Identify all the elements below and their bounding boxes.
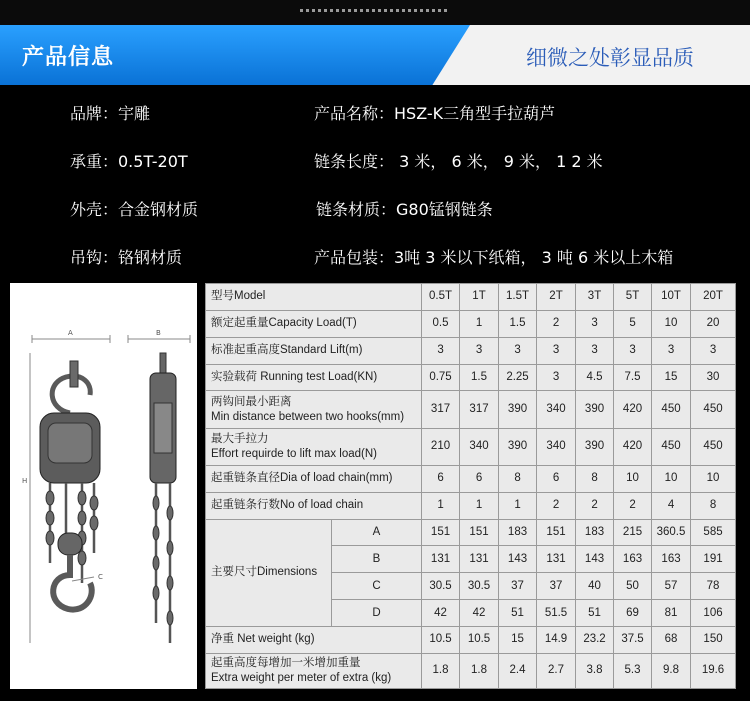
row-label-line-2: Extra weight per meter of extra (kg) (211, 671, 392, 684)
table-cell: 210 (422, 428, 460, 465)
table-cell: 10.5 (460, 626, 499, 653)
table-cell: 183 (499, 519, 537, 546)
table-cell: 143 (576, 546, 614, 573)
table-cell: 37 (499, 573, 537, 600)
table-cell: 7.5 (614, 364, 652, 391)
table-cell: 151 (537, 519, 576, 546)
section-title: 产品信息 (22, 45, 115, 70)
info-chain-material: 链条材质：G80锰钢链条 (316, 200, 493, 219)
table-cell: 42 (422, 600, 460, 627)
dimension-sub-label: C (332, 573, 422, 600)
row-label (206, 284, 422, 311)
table-cell: 390 (576, 428, 614, 465)
info-hook: 吊钩：铬钢材质 (70, 248, 183, 267)
table-row (206, 284, 736, 311)
table-cell: 450 (652, 428, 691, 465)
table-cell: 151 (422, 519, 460, 546)
row-label-line-2: Effort requirde to lift max load(N) (211, 447, 377, 460)
table-cell: 2 (576, 492, 614, 519)
row-label (206, 337, 422, 364)
table-cell: 151 (460, 519, 499, 546)
table-row (206, 364, 736, 391)
row-label-line: 起重链条直径Dia of load chain(mm) (211, 472, 393, 485)
table-cell: 57 (652, 573, 691, 600)
table-cell: 3 (652, 337, 691, 364)
table-cell: 78 (691, 573, 736, 600)
row-label (206, 364, 422, 391)
table-cell: 1T (460, 284, 499, 311)
row-label-line: 额定起重量Capacity Load(T) (211, 317, 357, 330)
table-row (206, 428, 736, 465)
table-cell: 3 (576, 337, 614, 364)
table-cell: 3 (691, 337, 736, 364)
dim-label-a: A (68, 329, 73, 337)
table-cell: 390 (576, 391, 614, 428)
header-slogan: 细微之处彰显品质 (526, 46, 694, 70)
info-packing: 产品包装：3吨 3 米以下纸箱， 3 吨 6 米以上木箱 (314, 248, 674, 267)
table-cell: 51 (576, 600, 614, 627)
table-cell: 0.5T (422, 284, 460, 311)
row-label (206, 465, 422, 492)
table-cell: 2.25 (499, 364, 537, 391)
row-label (206, 428, 422, 465)
table-cell: 1.8 (422, 653, 460, 688)
dim-label-b: B (156, 329, 161, 337)
table-cell: 81 (652, 600, 691, 627)
info-capacity: 承重：0.5T-20T (70, 152, 188, 171)
row-label-line: 起重高度每增加一米增加重量 (211, 656, 361, 669)
table-cell: 585 (691, 519, 736, 546)
table-cell: 3 (460, 337, 499, 364)
row-label-line: 两钩间最小距离 (211, 395, 292, 408)
table-cell: 3.8 (576, 653, 614, 688)
table-row (206, 310, 736, 337)
table-cell: 14.9 (537, 626, 576, 653)
table-cell: 340 (460, 428, 499, 465)
table-cell: 4.5 (576, 364, 614, 391)
table-cell: 3 (614, 337, 652, 364)
table-cell: 183 (576, 519, 614, 546)
table-cell: 1.5 (460, 364, 499, 391)
table-cell: 8 (499, 465, 537, 492)
spec-table-wrapper (205, 283, 735, 689)
table-cell: 5T (614, 284, 652, 311)
table-cell: 1.5 (499, 310, 537, 337)
table-cell: 131 (537, 546, 576, 573)
table-cell: 6 (460, 465, 499, 492)
table-cell: 420 (614, 391, 652, 428)
table-cell: 2 (537, 492, 576, 519)
dimension-sub-label: B (332, 546, 422, 573)
table-cell: 0.5 (422, 310, 460, 337)
table-cell: 15 (499, 626, 537, 653)
table-cell: 15 (652, 364, 691, 391)
table-cell: 4 (652, 492, 691, 519)
table-cell: 163 (652, 546, 691, 573)
table-cell: 360.5 (652, 519, 691, 546)
table-cell: 3 (537, 337, 576, 364)
row-label (206, 310, 422, 337)
info-brand: 品牌：宇雕 (70, 104, 151, 123)
table-cell: 8 (691, 492, 736, 519)
table-cell: 20T (691, 284, 736, 311)
info-chain-length: 链条长度： 3 米， 6 米， 9 米， 1 2 米 (314, 152, 603, 171)
table-row (206, 492, 736, 519)
table-row (206, 519, 736, 546)
info-shell: 外壳：合金钢材质 (70, 200, 199, 219)
table-cell: 6 (422, 465, 460, 492)
table-row (206, 626, 736, 653)
table-cell: 37 (537, 573, 576, 600)
table-cell: 1 (499, 492, 537, 519)
table-cell: 51.5 (537, 600, 576, 627)
dim-label-c: C (98, 573, 103, 581)
table-cell: 3 (422, 337, 460, 364)
table-cell: 390 (499, 391, 537, 428)
table-row (206, 653, 736, 688)
table-cell: 3 (576, 310, 614, 337)
table-cell: 317 (422, 391, 460, 428)
row-label-line: 型号Model (211, 290, 266, 303)
table-cell: 23.2 (576, 626, 614, 653)
table-cell: 2 (614, 492, 652, 519)
decorative-dots (300, 9, 450, 12)
table-cell: 317 (460, 391, 499, 428)
row-label-line: 起重链条行数No of load chain (211, 499, 364, 512)
hoist-technical-drawing (10, 283, 197, 689)
table-cell: 2T (537, 284, 576, 311)
row-label (206, 391, 422, 428)
table-cell: 163 (614, 546, 652, 573)
table-cell: 0.75 (422, 364, 460, 391)
table-cell: 150 (691, 626, 736, 653)
table-cell: 6 (537, 465, 576, 492)
table-cell: 30.5 (460, 573, 499, 600)
table-cell: 143 (499, 546, 537, 573)
row-label (206, 492, 422, 519)
table-cell: 68 (652, 626, 691, 653)
table-cell: 1 (460, 310, 499, 337)
info-product-name: 产品名称：HSZ-K三角型手拉葫芦 (314, 104, 556, 123)
top-strip (0, 0, 750, 25)
dim-label-h: H (22, 477, 28, 485)
table-cell: 3 (537, 364, 576, 391)
table-cell: 9.8 (652, 653, 691, 688)
row-label-line: 标准起重高度Standard Lift(m) (211, 344, 363, 357)
table-cell: 37.5 (614, 626, 652, 653)
table-cell: 20 (691, 310, 736, 337)
row-label (206, 626, 422, 653)
table-cell: 10T (652, 284, 691, 311)
table-cell: 1.8 (460, 653, 499, 688)
table-cell: 30.5 (422, 573, 460, 600)
table-cell: 10 (691, 465, 736, 492)
table-cell: 2 (537, 310, 576, 337)
table-cell: 10 (614, 465, 652, 492)
table-row (206, 391, 736, 428)
table-cell: 215 (614, 519, 652, 546)
dimensions-label: 主要尺寸Dimensions (206, 519, 332, 626)
row-label-line: 实验载荷 Running test Load(KN) (211, 371, 378, 383)
table-cell: 131 (460, 546, 499, 573)
dimension-sub-label: D (332, 600, 422, 627)
table-cell: 8 (576, 465, 614, 492)
table-cell: 42 (460, 600, 499, 627)
table-cell: 1 (422, 492, 460, 519)
table-cell: 5 (614, 310, 652, 337)
table-cell: 420 (614, 428, 652, 465)
table-cell: 1 (460, 492, 499, 519)
table-cell: 450 (652, 391, 691, 428)
table-cell: 5.3 (614, 653, 652, 688)
hoist-drawing-svg (10, 283, 197, 689)
table-cell: 191 (691, 546, 736, 573)
table-cell: 10 (652, 310, 691, 337)
product-info (0, 85, 750, 280)
table-cell: 40 (576, 573, 614, 600)
row-label (206, 653, 422, 688)
table-cell: 390 (499, 428, 537, 465)
row-label-line: 净重 Net weight (kg) (211, 633, 315, 646)
table-cell: 19.6 (691, 653, 736, 688)
table-cell: 2.4 (499, 653, 537, 688)
row-label-line-2: Min distance between two hooks(mm) (211, 410, 405, 423)
table-row (206, 337, 736, 364)
table-cell: 50 (614, 573, 652, 600)
table-cell: 340 (537, 428, 576, 465)
table-cell: 3 (499, 337, 537, 364)
section-header (0, 25, 750, 85)
table-row (206, 465, 736, 492)
table-cell: 51 (499, 600, 537, 627)
table-cell: 10.5 (422, 626, 460, 653)
table-cell: 340 (537, 391, 576, 428)
table-cell: 69 (614, 600, 652, 627)
table-cell: 2.7 (537, 653, 576, 688)
row-label-line: 最大手拉力 (211, 432, 269, 445)
table-cell: 106 (691, 600, 736, 627)
table-cell: 3T (576, 284, 614, 311)
dimension-sub-label: A (332, 519, 422, 546)
table-cell: 450 (691, 428, 736, 465)
table-cell: 1.5T (499, 284, 537, 311)
table-cell: 131 (422, 546, 460, 573)
spec-table (205, 283, 736, 689)
table-cell: 10 (652, 465, 691, 492)
table-cell: 30 (691, 364, 736, 391)
table-cell: 450 (691, 391, 736, 428)
